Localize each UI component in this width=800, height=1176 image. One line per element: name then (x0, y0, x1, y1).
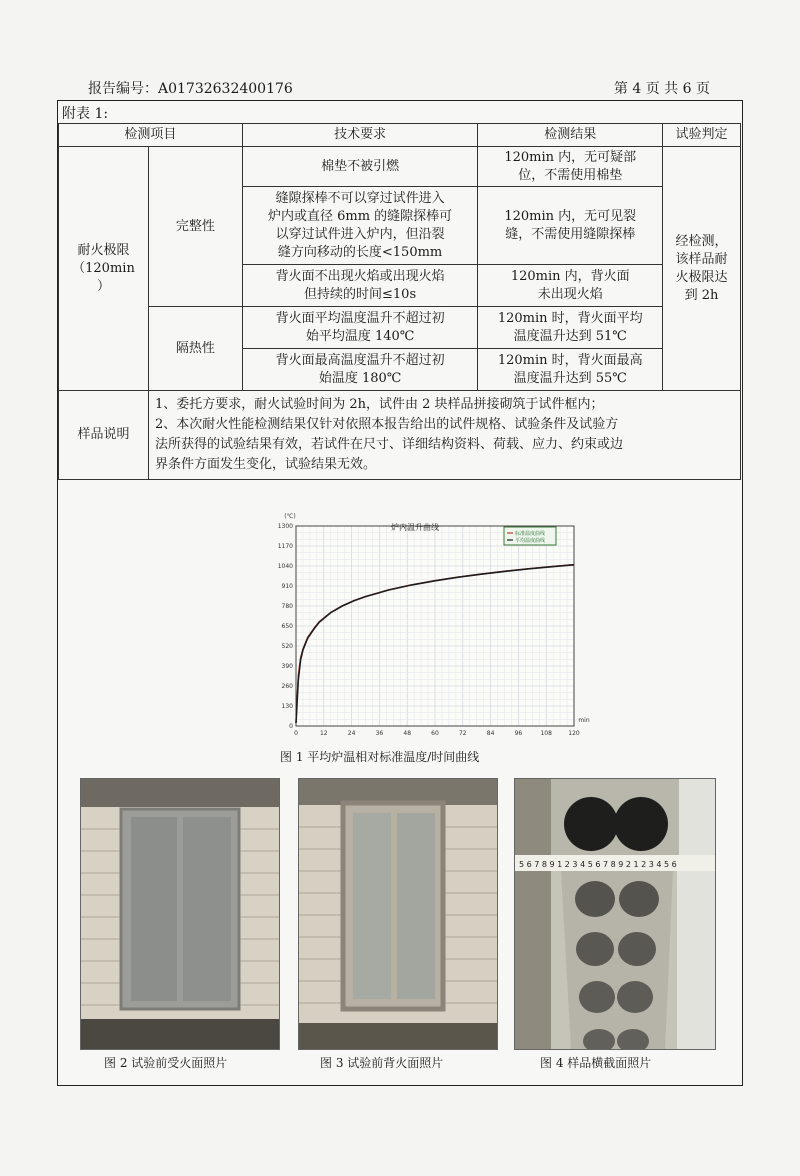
x-unit-label: min (578, 717, 590, 724)
table-row (59, 147, 741, 187)
x-tick-label: 72 (458, 730, 467, 737)
requirement-cell: 棉垫不被引燃 (242, 147, 478, 187)
requirement-cell: 背火面平均温度温升不超过初 始平均温度 140℃ (242, 307, 478, 349)
chart-title: 炉内温升曲线 (391, 523, 439, 532)
x-tick-label: 24 (347, 730, 356, 737)
table-header-row (59, 124, 741, 147)
header-verdict: 试验判定 (663, 124, 741, 147)
header-item: 检测项目 (59, 124, 243, 147)
header-result: 检测结果 (478, 124, 663, 147)
y-tick-label: 520 (281, 643, 293, 650)
header-requirement: 技术要求 (242, 124, 478, 147)
photo-cross-section (514, 778, 716, 1050)
table-row (59, 307, 741, 349)
legend-entry: 标准温度曲线 (515, 531, 546, 537)
photo-back-side (298, 778, 498, 1050)
hollow-core-section-image (515, 779, 715, 1049)
result-cell: 120min 内，背火面 未出现火焰 (478, 265, 663, 307)
legend-entry: 平均温度曲线 (515, 538, 546, 544)
main-item-cell: 耐火极限 （120min ） (59, 147, 149, 391)
requirement-cell: 背火面最高温度温升不超过初 始温度 180℃ (242, 349, 478, 391)
caption-fig4: 图 4 样品横截面照片 (540, 1056, 652, 1070)
x-tick-label: 96 (514, 730, 523, 737)
x-tick-label: 12 (319, 730, 328, 737)
requirement-cell: 缝隙探棒不可以穿过试件进入 炉内或直径 6mm 的缝隙探棒可 以穿过试件进入炉内，但沿裂 缝方向移动的长度<150mm (242, 187, 478, 265)
page-info: 第 4 页 共 6 页 (613, 81, 710, 97)
y-tick-label: 780 (281, 603, 293, 610)
y-tick-label: 1300 (277, 523, 293, 530)
sample-notes-row (59, 391, 741, 480)
requirement-cell: 背火面不出现火焰或出现火焰 但持续的时间≤10s (242, 265, 478, 307)
x-tick-label: 120 (568, 730, 580, 737)
brick-wall-image (81, 779, 279, 1049)
y-tick-label: 910 (281, 583, 293, 590)
y-tick-label: 650 (281, 623, 293, 630)
x-tick-label: 84 (486, 730, 495, 737)
sample-notes: 1、委托方要求，耐火试验时间为 2h，试件由 2 块样品拼接砌筑于试件框内； 2、本次耐火性能检测结果仅针对依照本报告给出的试件规格、试验条件及试验方 法所获得的试验结果有效，若试件在尺寸、详细结构资料、荷载、应力、约束或边 界条件方面发生变化，试验结果无效。 (148, 391, 740, 480)
result-cell: 120min 内，无可疑部 位，不需使用棉垫 (478, 147, 663, 187)
x-tick-label: 60 (431, 730, 439, 737)
result-cell: 120min 时，背火面最高 温度温升达到 55℃ (478, 349, 663, 391)
verdict-cell: 经检测， 该样品耐 火极限达 到 2h (663, 147, 741, 391)
attachment-title: 附表 1: (62, 106, 109, 122)
result-cell: 120min 时，背火面平均 温度温升达到 51℃ (478, 307, 663, 349)
y-tick-label: 0 (289, 723, 293, 730)
group-integrity: 完整性 (148, 147, 242, 307)
brick-wall-back-image (299, 779, 497, 1049)
y-tick-label: 1040 (277, 563, 293, 570)
result-cell: 120min 内，无可见裂 缝，不需使用缝隙探棒 (478, 187, 663, 265)
y-tick-label: 130 (281, 703, 293, 710)
y-tick-label: 1170 (277, 543, 293, 550)
x-tick-label: 36 (375, 730, 384, 737)
x-tick-label: 108 (540, 730, 552, 737)
y-unit-label: (℃) (284, 513, 296, 520)
x-tick-label: 48 (403, 730, 412, 737)
sample-label: 样品说明 (59, 391, 149, 480)
caption-fig2: 图 2 试验前受火面照片 (104, 1056, 228, 1070)
figure-area (58, 486, 741, 1084)
caption-fig1: 图 1 平均炉温相对标准温度/时间曲线 (280, 750, 480, 764)
group-insulation: 隔热性 (148, 307, 242, 391)
chart-svg (262, 504, 602, 744)
furnace-temperature-chart (262, 504, 602, 744)
x-tick-label: 0 (294, 730, 298, 737)
photo-fire-side (80, 778, 280, 1050)
report-header (88, 78, 710, 100)
report-frame (57, 100, 743, 1086)
caption-fig3: 图 3 试验前背火面照片 (320, 1056, 444, 1070)
tape-markings: 5 6 7 8 9 1 2 3 4 5 6 7 8 9 2 1 2 3 4 5 6 (519, 860, 677, 869)
report-number: 报告编号：A01732632400176 (88, 81, 293, 97)
y-tick-label: 390 (281, 663, 293, 670)
y-tick-label: 260 (281, 683, 293, 690)
test-results-table (58, 123, 741, 480)
